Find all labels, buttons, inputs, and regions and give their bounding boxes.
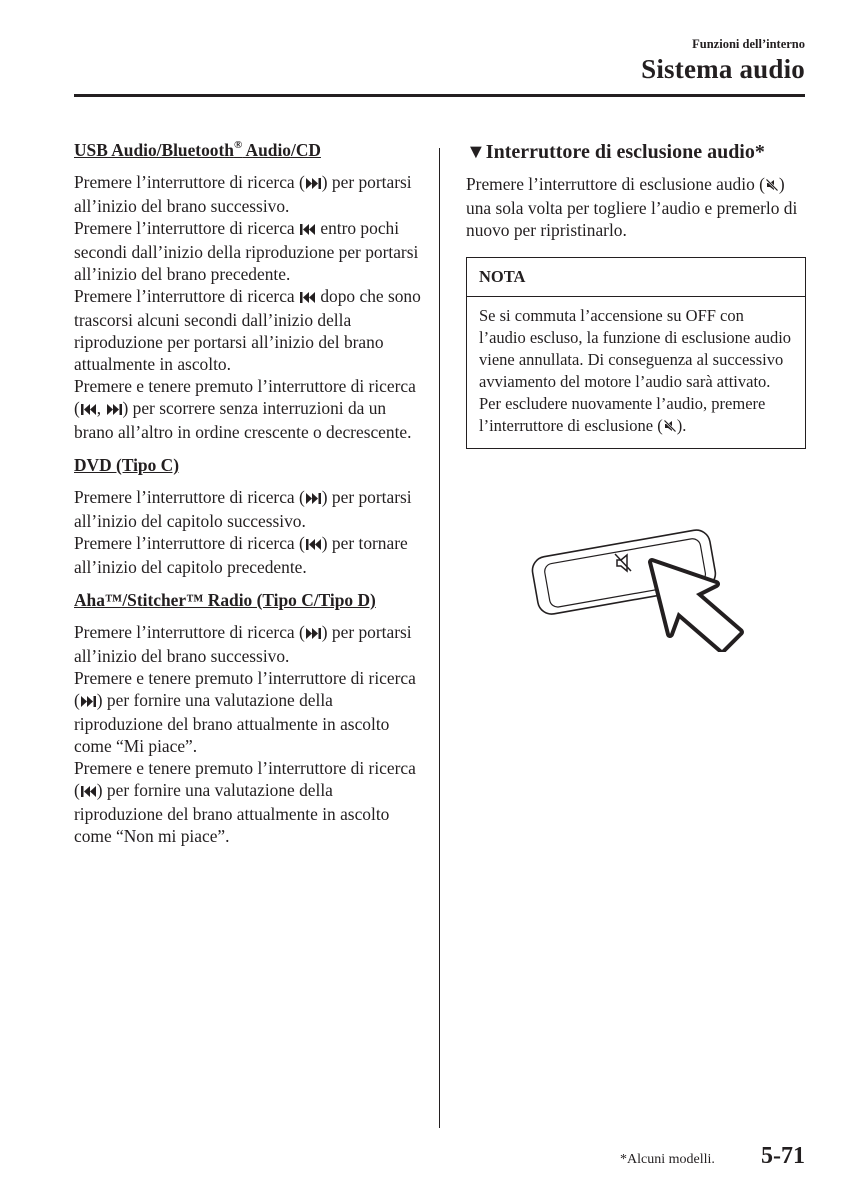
text: Premere e tenere premuto l’interruttore di ricerca ( — [74, 668, 416, 710]
text: Premere l’interruttore di esclusione audio ( — [466, 174, 765, 194]
text: Premere l’interruttore di ricerca ( — [74, 487, 305, 507]
usb-paragraph — [74, 171, 424, 443]
mute-icon — [765, 175, 779, 197]
text: entro pochi secondi dall’inizio della riproduzione per portarsi all’inizio del brano precedente. — [74, 218, 419, 284]
text: ) per tornare all’inizio del capitolo precedente. — [74, 533, 408, 577]
skip-back-icon — [80, 399, 97, 421]
skip-forward-icon — [305, 488, 322, 510]
aha-p2 — [74, 667, 424, 757]
text: Premere e tenere premuto l’interruttore di ricerca ( — [74, 376, 416, 418]
footnote: *Alcuni modelli. — [620, 1152, 715, 1167]
text: Premere l’interruttore di ricerca ( — [74, 172, 305, 192]
text: Premere l’interruttore di ricerca ( — [74, 533, 305, 553]
usb-p2 — [74, 217, 424, 285]
skip-back-icon — [299, 219, 316, 241]
aha-paragraph — [74, 621, 424, 847]
mute-button-illustration — [530, 512, 750, 657]
skip-forward-icon — [305, 623, 322, 645]
usb-heading — [74, 137, 424, 163]
text: , — [96, 398, 106, 418]
text: Premere l’interruttore di ricerca — [74, 286, 299, 306]
column-divider — [439, 148, 440, 1128]
page-title: Sistema audio — [641, 54, 805, 84]
text: ) una sola volta per togliere l’audio e premerlo di nuovo per ripristinarlo. — [466, 174, 798, 240]
note-body — [467, 297, 805, 448]
aha-p1 — [74, 621, 424, 667]
text: ) per fornire una valutazione della riproduzione del brano attualmente in ascolto come “Mi piace”. — [74, 690, 390, 756]
skip-back-icon — [80, 781, 97, 803]
text: Premere e tenere premuto l’interruttore di ricerca ( — [74, 758, 416, 800]
mute-section-title: ▼Interruttore di esclusione audio* — [466, 141, 765, 163]
skip-forward-icon — [305, 173, 322, 195]
text: ) per fornire una valutazione della riproduzione del brano attualmente in ascolto come “Non mi piace”. — [74, 780, 390, 846]
note-title: NOTA — [467, 258, 805, 297]
text: Premere l’interruttore di ricerca — [74, 218, 299, 238]
text: ) per portarsi all’inizio del brano successivo. — [74, 172, 412, 216]
aha-p3 — [74, 757, 424, 847]
aha-heading: Aha™/Stitcher™ Radio (Tipo C/Tipo D) — [74, 590, 376, 610]
text: Se si commuta l’accensione su OFF con l’audio escluso, la funzione di esclusione audio viene annullata. Di conseguenza al successivo avviamento del motore l’audio sarà attivato. Per escludere nuovamente l’audio, premere l’interruttore di esclusione ( — [479, 306, 792, 435]
usb-heading-text-2: Audio/CD — [242, 140, 321, 160]
usb-p3 — [74, 285, 424, 375]
mute-icon — [663, 417, 677, 439]
header-section: Funzioni dell’interno — [692, 37, 805, 51]
registered-mark: ® — [233, 139, 243, 151]
usb-p1 — [74, 171, 424, 217]
usb-p4 — [74, 375, 424, 443]
text: ). — [676, 416, 687, 435]
text: dopo che sono trascorsi alcuni secondi dall’inizio della riproduzione per portarsi all’inizio del brano attualmente in ascolto. — [74, 286, 421, 374]
usb-heading-text: USB Audio/Bluetooth — [74, 140, 234, 160]
header-rule — [74, 94, 805, 97]
pointer-arrow-icon — [652, 562, 740, 650]
skip-back-icon — [305, 534, 322, 556]
skip-back-icon — [299, 287, 316, 309]
dvd-p1 — [74, 486, 424, 532]
text: ) per portarsi all’inizio del capitolo successivo. — [74, 487, 412, 531]
left-column — [74, 137, 424, 856]
dvd-p2 — [74, 532, 424, 578]
skip-forward-icon — [80, 691, 97, 713]
text: ) per portarsi all’inizio del brano successivo. — [74, 622, 412, 666]
right-column — [466, 137, 806, 449]
text: Premere l’interruttore di ricerca ( — [74, 622, 305, 642]
text: ) per scorrere senza interruzioni da un brano all’altro in ordine crescente o decrescente. — [74, 398, 412, 442]
note-box — [466, 257, 806, 449]
page-number: 5-71 — [761, 1143, 805, 1169]
mute-paragraph — [466, 173, 806, 241]
dvd-heading: DVD (Tipo C) — [74, 455, 179, 475]
skip-forward-icon — [106, 399, 123, 421]
dvd-paragraph — [74, 486, 424, 578]
